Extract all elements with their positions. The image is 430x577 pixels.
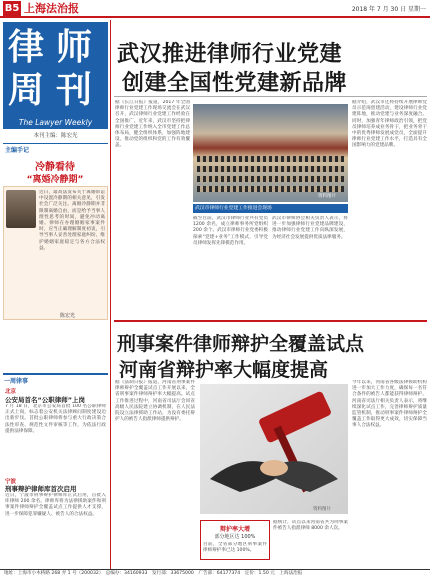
week-item-title: 刑事辩护律师库首次启用 — [5, 485, 77, 493]
article2-column: 据《法制日报》报道，河南省刑事案件律师辩护全覆盖试点工作开展以来，全省刑事案件律师辩护率大幅提高。试点工作推进过程中，河南省司法厅会同省高级人民法院建立协调机制，在人民法院设立法律援助工作站，为没有委托辩护人的被告人指派律师提供辩护。 — [115, 380, 195, 423]
meeting-photo — [193, 104, 348, 202]
masthead-char: 律 — [8, 26, 45, 68]
page-number-badge: B5 — [4, 3, 20, 14]
editorial-title-quote: “离婚冷静期” — [26, 175, 84, 185]
editorial-author: 陈宏光 — [60, 313, 76, 319]
article1-headline-line2[interactable]: 创建全国性党建新品牌 — [122, 70, 348, 96]
week-item-region: 北京 — [5, 389, 17, 395]
article2-column: 据统计，试点以来河南省共为刑事案件被告人指派律师 8000 余人次。 — [273, 520, 348, 532]
masthead-char: 周 — [8, 69, 45, 111]
newspaper-name: 上海法治报 — [24, 2, 79, 15]
week-section-label: 一周律事 — [4, 378, 29, 385]
photo-credit: 资料图片 — [313, 507, 331, 512]
article1-column: 据《长江日报》报道，2017 年全国律师行业党建工作现场交流会在武汉召开，武汉律师行业党建工作经验在全国推广。近年来，武汉市坚持把律师行业党建工作纳入全市党建工作总体布局，健全组织体系，加强阵地建设，推动党的组织和党的工作有效覆盖。 — [115, 100, 190, 149]
footer-info: 地址：上海市小木桥路 268 弄 1 号（200032） 总编办：34160933 发行部：33675000 广告部：64177374 定价：1.50 元 上海法治报 — [0, 569, 430, 577]
masthead-english: The Lawyer Weekly — [3, 117, 108, 129]
article1-column: 截至目前，武汉市律师行业共有党员 1200 余名，成立律师事务所党组织 200 余个。武汉市律师行业党委积极探索“党建+业务”工作模式，引导党员律师发挥先锋模范作用。 — [193, 216, 268, 246]
week-item-body: 近日，宁波市刑事辩护律师库正式启用，首批入库律师 200 余名。律师库将为法律援助案件和刑事案件律师辩护全覆盖试点工作提供人才支撑，进一步保障犯罪嫌疑人、被告人的合法权益。 — [5, 493, 106, 517]
notes-label: 主编手记 — [5, 147, 30, 154]
author-portrait — [6, 190, 36, 228]
pullquote-subtitle: 部分地区达 100% — [214, 534, 256, 540]
photo-credit: 资料图片 — [318, 194, 336, 199]
editorial-body: 近日，最高法发布关于离婚诉讼中设置冷静期的相关意见，引发社会广泛关注。离婚冷静期并非限制离婚自由，而是给予当事人理性思考的时间，避免冲动离婚。律师在办理婚姻家事案件时，应当正确理解制度初衷，引导当事人妥善处理家庭纠纷，维护婚姻家庭稳定与各方合法权益。 — [39, 190, 105, 251]
issue-date: 2018 年 7 月 30 日 星期一 — [351, 6, 426, 13]
editorial-title: 冷静看待 — [35, 162, 75, 173]
pullquote-title: 辩护率大增 — [219, 526, 250, 533]
article2-headline[interactable]: 刑事案件律师辩护全覆盖试点 — [117, 333, 365, 355]
headline-rule — [114, 96, 427, 97]
column-divider — [110, 20, 111, 570]
section-rule — [114, 320, 427, 322]
pullquote-body: 目前，全省部分地区刑事案件律师辩护率已达 100%。 — [203, 542, 267, 554]
photo-caption: 武汉市律师行业党建工作推进会现场 — [193, 204, 348, 213]
masthead-char: 刊 — [56, 69, 93, 111]
article1-column: 据介绍，武汉市还将持续开展律师党员示范岗创建活动，建设律师行业党建阵地，推动党建与业务深度融合。同时，加强青年律师政治引领，把党员律师培养成业务骨干，把业务骨干中的优秀律师发展成党员，全面提升律师行业党建工作水平，打造具有全国影响力的党建品牌。 — [352, 100, 427, 149]
article2-headline-line2[interactable]: 河南省辩护率大幅度提高 — [119, 359, 329, 381]
week-divider — [3, 373, 108, 375]
week-item-title: 公安局首名“公职律师”上岗 — [5, 396, 86, 404]
article2-column: 今年以来，河南省各级法律援助机构进一步加大工作力度，确保每一名符合条件的被告人都能获得律师辩护。河南省司法厅相关负责人表示，将继续深化试点工作，完善律师辩护质量监管机制，推动刑事案件律师辩护全覆盖工作取得更大成效，切实保障当事人合法权益。 — [352, 380, 427, 429]
article1-headline[interactable]: 武汉推进律师行业党建 — [117, 41, 343, 67]
week-item-body: 7 月 18 日，北京市公安局首批 100 名公职律师正式上岗，标志着公安机关法律顾问制度建设迈出新步伐。首批公职律师将参与重大行政决策合法性审查、规范性文件审核等工作，为依法行政提供法律保障。 — [5, 404, 106, 434]
masthead-char: 师 — [56, 26, 93, 68]
handshake-gavel-photo — [200, 384, 348, 514]
week-item-region: 宁波 — [5, 479, 17, 485]
editor-credit: 本刊主编：陈宏光 — [33, 133, 78, 139]
article1-column: 武汉市律师协会相关负责人表示，将进一步加强律师行业党建品牌建设，推动律师行业党建工作向纵深发展，为经济社会发展提供优质法律服务。 — [272, 216, 348, 240]
